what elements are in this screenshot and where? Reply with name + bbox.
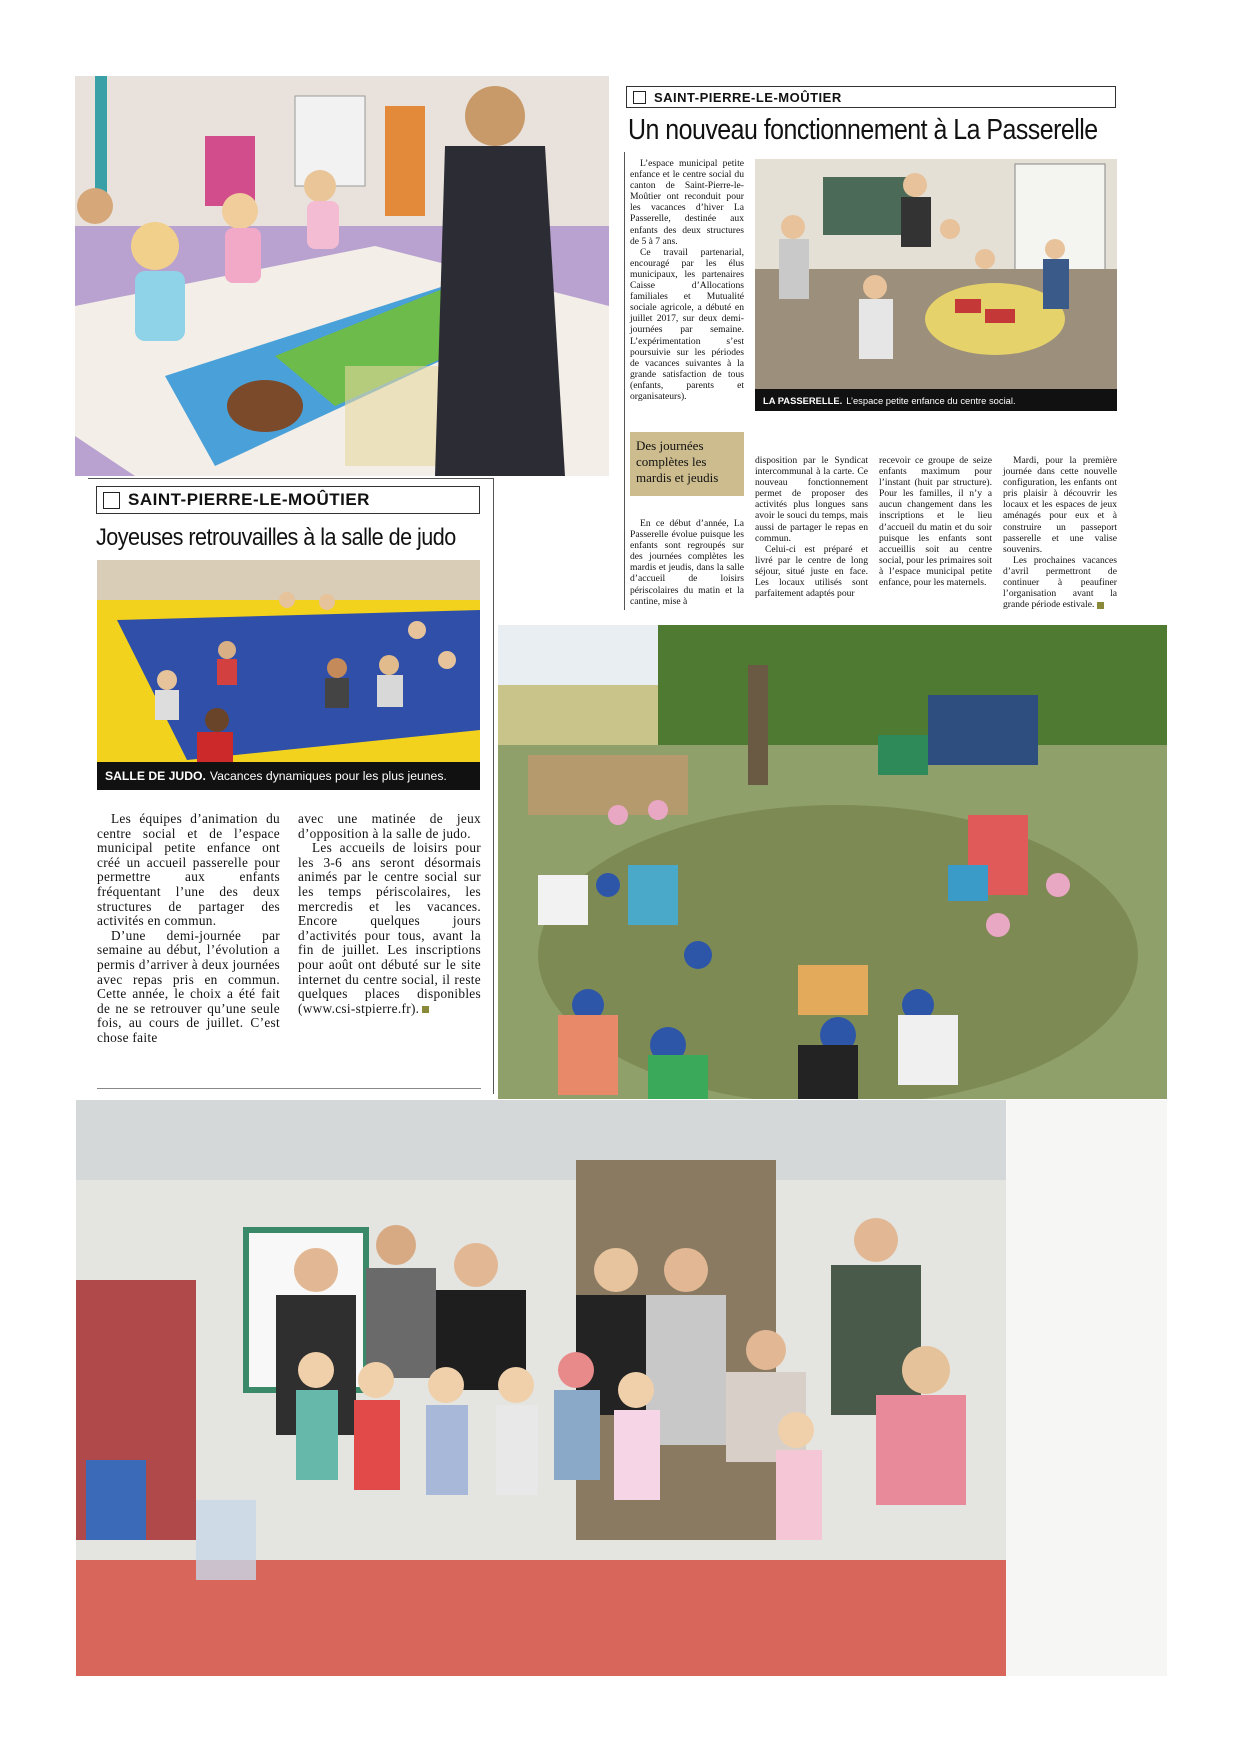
article2-col2-paragraph: avec une matinée de jeux d’opposition à la salle de judo. bbox=[298, 811, 481, 841]
article1-col2-paragraph: disposition par le Syndicat intercommunal à la carte. Ce nouveau fonctionnement permet de proposer des activités plus longues sans avoir le souci du temps, mais aussi de partager le repas en commun. bbox=[755, 455, 868, 544]
article2-headline: Joyeuses retrouvailles à la salle de judo bbox=[96, 524, 456, 551]
kicker-box-icon bbox=[103, 492, 120, 509]
article1-pull-quote: Des journées complètes les mardis et jeudis bbox=[630, 432, 744, 496]
photo-la-passerelle-classroom bbox=[755, 159, 1117, 411]
article2-caption-text: Vacances dynamiques pour les plus jeunes. bbox=[209, 769, 447, 783]
article1-col1-paragraph: Ce travail partenarial, encouragé par les élus municipaux, les partenaires Caisse d’Allocations familiales et Mutualité sociale agricole, a débuté en juillet 2017, sur deux demi-journées par semaine. L’expérimentation s’est poursuivie sur les périodes de vacances suivantes à la grande satisfaction de tous (enfants, parents et organisateurs). bbox=[630, 246, 744, 402]
photo-group-indoor bbox=[76, 1100, 1167, 1676]
article1-col4-paragraph bbox=[1003, 555, 1117, 610]
kicker-box-icon bbox=[633, 91, 646, 104]
photo-outdoor-circle bbox=[498, 625, 1167, 1099]
article2-bottom-rule bbox=[97, 1088, 481, 1089]
article1-column-3 bbox=[879, 455, 992, 588]
end-mark-icon bbox=[422, 1006, 429, 1013]
end-mark-icon bbox=[1097, 602, 1104, 609]
article2-photo-caption bbox=[97, 762, 480, 790]
article1-caption-text: L’espace petite enfance du centre social. bbox=[846, 394, 1016, 406]
article1-column-1 bbox=[630, 158, 744, 402]
photo-painting-activity bbox=[75, 76, 609, 476]
article2-kicker bbox=[96, 486, 480, 514]
photo-judo-hall bbox=[97, 560, 480, 790]
article2-col1-paragraph: D’une demi-journée par semaine au début, l’évolution a permis d’arriver à deux journées avec repas pris en commun. Cette année, le choix a été fait de ne se retrouver qu’une seule fois, au cours de juillet. C’est chose faite bbox=[97, 927, 280, 1045]
article2-column-2 bbox=[298, 812, 481, 1016]
article1-col2-paragraph: Celui-ci est préparé et livré par le centre de long séjour, situé juste en face. Les locaux utilisés sont parfaitement adaptés pour bbox=[755, 543, 868, 600]
article1-headline: Un nouveau fonctionnement à La Passerelle bbox=[628, 114, 1098, 146]
article1-kicker bbox=[626, 86, 1116, 108]
article2-col2-paragraph bbox=[298, 841, 481, 1016]
article2-column-1 bbox=[97, 812, 280, 1046]
article1-photo-caption bbox=[755, 389, 1117, 411]
article1-caption-label: LA PASSERELLE. bbox=[763, 394, 843, 406]
article2-caption-label: SALLE DE JUDO. bbox=[105, 769, 206, 783]
article2-kicker-text: SAINT-PIERRE-LE-MOÛTIER bbox=[128, 490, 370, 509]
article1-col4-paragraph: Mardi, pour la première journée dans cette nouvelle configuration, les enfants ont pris plaisir à découvrir les locaux et les espaces de jeux aménagés pour eux et à construire un passeport passerelle et une valise souvenirs. bbox=[1003, 455, 1117, 555]
article1-column-4 bbox=[1003, 455, 1117, 610]
article1-col3-paragraph: recevoir ce groupe de seize enfants maximum pour l’instant (huit par structure). Pour les familles, il n’y a aucun changement dans les inscriptions et le lieu d’accueil du matin et du soir puisque les enfants sont accueillis soit au centre social, pour les primaires soit à l’espace municipal petite enfance, pour les maternels. bbox=[879, 455, 992, 589]
article1-column-1-bottom bbox=[630, 518, 744, 607]
article1-col1-bottom-paragraph: En ce début d’année, La Passerelle évolue puisque les enfants sont regroupés sur des journées complètes les mardis et jeudis, dans la salle d’accueil de loisirs périscolaires du matin et la cantine, mise à bbox=[630, 518, 744, 607]
article1-column-2 bbox=[755, 455, 868, 599]
article2-col2-last-text: Les accueils de loisirs pour les 3-6 ans seront désormais animés par le centre social sur les temps périscolaires, les mercredis et les vacances. Encore quelques jours d’activités pour tous, avant la fin de juillet. Les inscriptions pour août ont débuté sur le site internet du centre social, il reste quelques places disponibles (www.csi-stpierre.fr). bbox=[298, 840, 481, 1016]
article1-col4-last-text: Les prochaines vacances d’avril permettront de continuer à peaufiner l’organisation avant la grande période estivale. bbox=[1003, 554, 1117, 611]
article1-col1-paragraph: L’espace municipal petite enfance et le centre social du canton de Saint-Pierre-le-Moûtier ont reconduit pour les vacances d’hiver La Passerelle, destinée aux enfants des deux structures de 5 à 7 ans. bbox=[630, 158, 744, 247]
article2-col1-paragraph: Les équipes d’animation du centre social et de l’espace municipal petite enfance ont créé un accueil passerelle pour permettre aux enfants fréquentant l’une des deux structures de partager des activités en commun. bbox=[97, 811, 280, 929]
article1-kicker-text: SAINT-PIERRE-LE-MOÛTIER bbox=[654, 89, 842, 105]
article1-column-rule bbox=[624, 152, 625, 610]
